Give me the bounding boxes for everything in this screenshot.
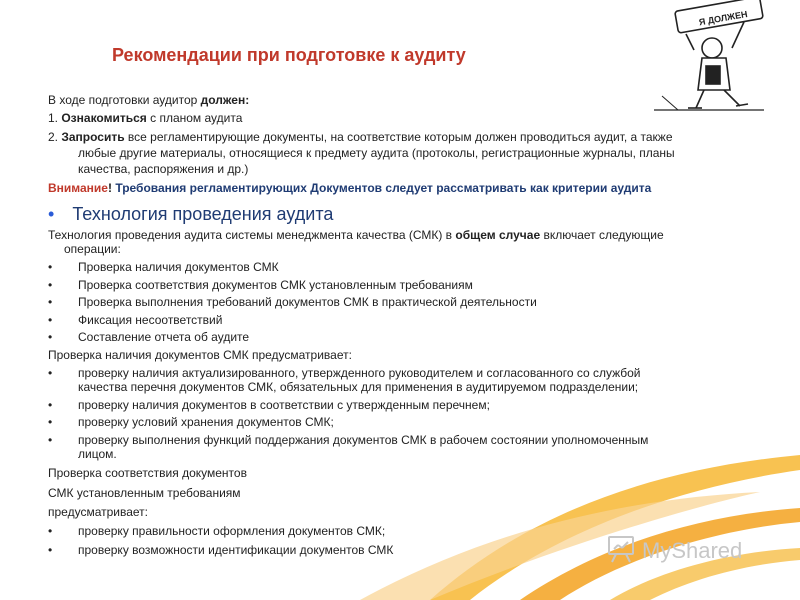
list-item-line: проверку выполнения функций поддержания документов СМК в рабочем состоянии уполномоченным — [78, 433, 649, 447]
list-bullet: • — [48, 398, 53, 412]
list-item-line: лицом. — [78, 447, 117, 461]
list-bullet: • — [48, 313, 53, 327]
list-item-text: Проверка соответствия документов СМК установленным требованиям — [78, 278, 473, 292]
prep-item-2-line-2: любые другие материалы, относящиеся к предмету аудита (протоколы, регистрационные журналы, планы — [78, 146, 675, 160]
warning-exclamation: ! — [107, 181, 112, 195]
section-intro — [48, 228, 664, 242]
section-intro-line-2: операции: — [64, 242, 121, 256]
list-item-line: качества перечня документов СМК, обязательных для применения в аудитируемом подразделении; — [78, 380, 639, 394]
list-bullet: • — [48, 366, 53, 380]
list-item-text: Проверка выполнения требований документов СМК в практической деятельности — [78, 295, 537, 309]
warning-text: Требования регламентирующих Документов следует рассматривать как критерии аудита — [111, 181, 652, 195]
check-intro: Проверка наличия документов СМК предусматривает: — [48, 348, 352, 362]
prep-item-2 — [48, 130, 673, 144]
watermark-text: MyShared — [642, 538, 743, 563]
list-item-text — [78, 433, 768, 461]
conformity-line-1: Проверка соответствия документов — [48, 466, 247, 480]
section-intro-text-c: включает следующие — [540, 228, 664, 242]
list-bullet: • — [48, 524, 53, 538]
section-intro-text-a: Технология проведения аудита системы менеджмента качества (СМК) в — [48, 228, 456, 242]
list-item-text — [78, 366, 768, 394]
section-intro-bold: общем случае — [455, 228, 541, 242]
section-heading-text: Технология проведения аудита — [72, 204, 334, 224]
list-item-text: проверку правильности оформления документов СМК; — [78, 524, 386, 538]
prep-item-2-bold: Запросить — [61, 130, 125, 144]
watermark-logo — [606, 534, 776, 568]
list-bullet: • — [48, 260, 53, 274]
prep-item-1-bold: Ознакомиться — [61, 111, 147, 125]
prep-item-1-text: с планом аудита — [146, 111, 243, 125]
prep-item-2-line-3: качества, распоряжения и др.) — [78, 162, 249, 176]
list-bullet: • — [48, 278, 53, 292]
slide-title: Рекомендации при подготовке к аудиту — [112, 45, 466, 65]
list-item-text: проверку наличия документов в соответствии с утвержденным перечнем; — [78, 398, 490, 412]
list-bullet: • — [48, 330, 53, 344]
section-heading-bullet: • — [48, 204, 55, 224]
list-item-text: Проверка наличия документов СМК — [78, 260, 279, 274]
prep-item-1-number: 1. — [48, 111, 62, 125]
presentation-board-icon — [606, 534, 638, 564]
list-item-text: Составление отчета об аудите — [78, 330, 250, 344]
conformity-line-2: СМК установленным требованиям — [48, 486, 241, 500]
list-item-text: Фиксация несоответствий — [78, 313, 223, 327]
section-heading — [48, 204, 333, 225]
list-bullet: • — [48, 415, 53, 429]
cartoon-person-holding-sign-icon — [648, 0, 768, 112]
prep-item-2-text: все регламентирующие документы, на соответствие которым должен проводиться аудит, а также — [124, 130, 673, 144]
prep-item-2-number: 2. — [48, 130, 62, 144]
conformity-line-3: предусматривает: — [48, 505, 149, 519]
list-item-text: проверку возможности идентификации документов СМК — [78, 543, 394, 557]
list-bullet: • — [48, 433, 53, 447]
warning-note — [48, 181, 651, 195]
list-bullet: • — [48, 295, 53, 309]
cartoon-sign-text: Я ДОЛЖЕН — [698, 8, 749, 28]
warning-label: Внимание — [48, 181, 108, 195]
prep-intro-text: В ходе подготовки аудитор — [48, 93, 201, 107]
prep-item-1 — [48, 111, 242, 125]
list-bullet: • — [48, 543, 53, 557]
list-item-text: проверку условий хранения документов СМК; — [78, 415, 334, 429]
list-item-line: проверку наличия актуализированного, утвержденного руководителем и согласованного со службой — [78, 366, 641, 380]
prep-intro — [48, 93, 249, 107]
prep-intro-bold: должен: — [200, 93, 250, 107]
